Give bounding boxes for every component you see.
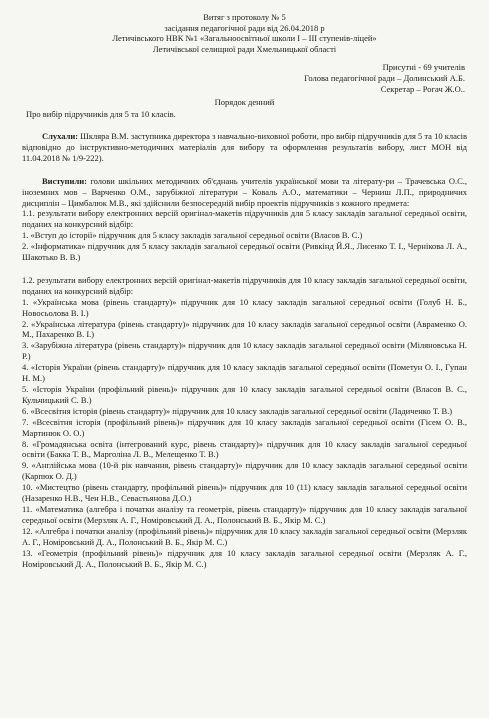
list-item: 13. «Геометрія (профільний рівень)» підручник для 10 класу закладів загальної середньої освіти (Мерзляк А. Г., Номіровський Д. А., Полонський В. Б., Якір М. С.) bbox=[22, 547, 467, 569]
attendance-block bbox=[22, 62, 467, 94]
list-item: 11. «Математика (алгебра і початки аналізу та геометрія, рівень стандарту)» підручник для 10 класу закладів загальної середньої освіти (Мерзляк А. Г., Номіровський Д. А., Полонський В. Б., Якір М. С.) bbox=[22, 503, 467, 525]
meeting-date-line: засідання педагогічної ради від 26.04.2018 р bbox=[164, 22, 325, 33]
spoke-paragraph bbox=[22, 176, 467, 209]
list-item: 9. «Англійська мова (10-й рік навчання, рівень стандарту)» підручник для 10 класу закладів загальної середньої освіти (Карпюк О. Д.) bbox=[22, 460, 467, 482]
present-count: Присутні - 69 учителів bbox=[382, 62, 465, 73]
list-item: 7. «Всесвітня історія (профільний рівень)» підручник для 10 класу закладів загальної середньої освіти (Гісем О. В., Мартинюк О. О.) bbox=[22, 416, 467, 438]
protocol-title: Витяг з протоколу № 5 bbox=[203, 12, 286, 22]
list-item: 1. «Вступ до історії» підручник для 5 класу закладів загальної середньої освіти (Власов В. С.) bbox=[22, 230, 363, 241]
list-item: 12. «Алгебра і початки аналізу (профільний рівень)» підручник для 10 класу закладів загальної середньої освіти (Мерзляк А. Г., Номіровський Д. А., Полонський В. Б., Якір М. С.) bbox=[22, 525, 467, 547]
list-item: 5. «Історія України (профільний рівень)» підручник для 10 класу закладів загальної середньої освіти (Власов В. С., Кульчицький С. В.) bbox=[22, 384, 467, 405]
section2-intro: 1.2. результати вибору електронних версій оригінал-макетів підручників для 10 класу закладів загальної середньої освіти, поданих на конкурсний відбір: bbox=[22, 274, 467, 296]
secretary-line: Секретар – Рогач Ж.О.. bbox=[380, 83, 465, 94]
document-header bbox=[22, 12, 467, 54]
list-item: 2. «Українська література (рівень стандарту)» підручник для 10 класу закладів загальної середньої освіти (Авраменко О. М., Пахаренко В. І.) bbox=[22, 318, 467, 340]
spoke-text: голови шкільних методичних об'єднань учителів української мови та літерату-ри – Трачевська О.С., іноземних мов – Варченко О.М., зарубіжної літератури – Коваль А.О., математики – Черниш Л.П., природничих дисциплін – Цимбалюк М.В., які здійснили безпосередній вибір проектів підручників з кожного предмета: bbox=[22, 175, 467, 208]
list-item: 4. «Історія України (рівень стандарту)» підручник для 10 класу закладів загальної середньої освіти (Пометун О. І., Гупан Н. М.) bbox=[22, 362, 467, 384]
list-item: 1. «Українська мова (рівень стандарту)» підручник для 10 класу закладів загальної середньої освіти (Голуб Н. Б., Новосьолова В. І.) bbox=[22, 296, 467, 318]
chair-line: Голова педагогічної ради – Долинський А.Б. bbox=[304, 72, 465, 83]
heard-paragraph bbox=[22, 131, 467, 164]
school-name-line: Летичівського НВК №1 «Загальноосвітньої школи І – ІІІ ступенів-ліцей» bbox=[112, 33, 377, 44]
agenda-heading: Порядок денний bbox=[214, 97, 275, 108]
heard-label: Слухали: bbox=[42, 130, 79, 141]
list-item: 6. «Всесвітня історія (рівень стандарту)» підручник для 10 класу закладів загальної середньої освіти (Ладиченко Т. В.) bbox=[22, 405, 453, 416]
list-item: 3. «Зарубіжна література (рівень стандарту)» підручник для 10 класу закладів загальної середньої освіти (Міляновська Н. Р.) bbox=[22, 340, 467, 362]
council-line: Летичівської селищної ради Хмельницької області bbox=[152, 43, 337, 54]
heard-text: Шкляра В.М. заступника директора з навчально-виховної роботи, про вибір підручників для 5 та 10 класів відповідно до інструктивно-методичних матеріалів для вибору та оформлення результатів вибору, лист МОН від 11.04.2018 № 1/9-222). bbox=[22, 130, 467, 163]
list-item: 8. «Громадянська освіта (інтегрований курс, рівень стандарту)» підручник для 10 класу закладів загальної середньої освіти (Бакка Т. В., Марголіна Л. В., Мелещенко Т. В.) bbox=[22, 438, 467, 460]
spoke-label: Виступили: bbox=[42, 175, 87, 186]
section1-intro: 1.1. результати вибору електронних версій оригінал-макетів підручників для 5 класу закладів загальної середньої освіти, поданих на конкурсний відбір: bbox=[22, 208, 467, 230]
agenda-item: Про вибір підручників для 5 та 10 класів. bbox=[26, 109, 176, 120]
list-item: 2. «Інформатика» підручник для 5 класу закладів загальної середньої освіти (Ривкінд Й.Я., Лисенко Т. І., Чернікова Л. А., Шакотько В. В.) bbox=[22, 241, 467, 263]
list-item: 10. «Мистецтво (рівень стандарту, профільний рівень)» підручник для 10 (11) класу закладів загальної середньої освіти (Назаренко Н.В., Чен Н.В., Севастьянова Д.О.) bbox=[22, 482, 467, 504]
